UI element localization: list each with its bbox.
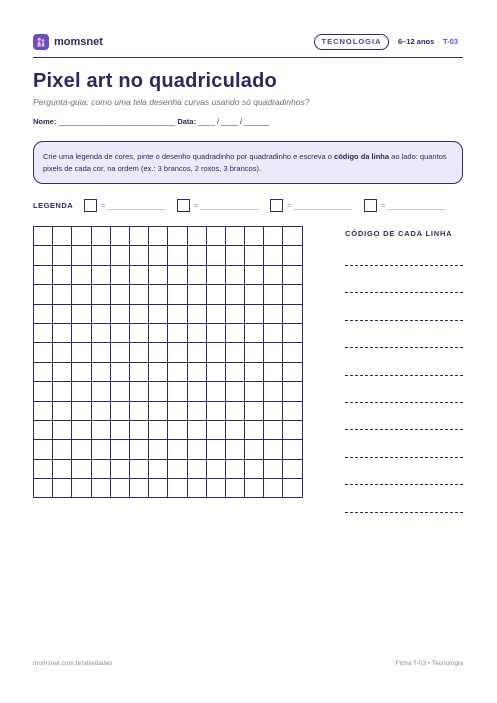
grid-cell[interactable]	[149, 401, 168, 420]
grid-cell[interactable]	[187, 265, 206, 284]
grid-cell[interactable]	[129, 285, 148, 304]
grid-cell[interactable]	[110, 343, 129, 362]
grid-cell[interactable]	[245, 343, 264, 362]
grid-cell[interactable]	[91, 459, 110, 478]
grid-cell[interactable]	[206, 227, 225, 246]
grid-cell[interactable]	[206, 304, 225, 323]
grid-cell[interactable]	[168, 304, 187, 323]
grid-cell[interactable]	[225, 401, 244, 420]
grid-row	[34, 362, 303, 381]
grid-cell[interactable]	[72, 382, 91, 401]
grid-cell[interactable]	[72, 479, 91, 498]
line-code-answer[interactable]	[345, 402, 463, 403]
grid-cell[interactable]	[225, 382, 244, 401]
date-blank[interactable]: ____ / ____ / ______	[198, 117, 270, 126]
grid-cell[interactable]	[110, 440, 129, 459]
grid-cell[interactable]	[264, 459, 283, 478]
grid-cell[interactable]	[283, 323, 302, 342]
grid-cell[interactable]	[245, 420, 264, 439]
grid-cell[interactable]	[283, 459, 302, 478]
grid-cell[interactable]	[283, 440, 302, 459]
grid-cell[interactable]	[168, 459, 187, 478]
grid-cell[interactable]	[129, 304, 148, 323]
grid-cell[interactable]	[91, 440, 110, 459]
grid-cell[interactable]	[53, 459, 72, 478]
grid-cell[interactable]	[283, 304, 302, 323]
grid-cell[interactable]	[245, 440, 264, 459]
grid-cell[interactable]	[149, 343, 168, 362]
grid-row	[34, 440, 303, 459]
legend-swatch-2[interactable]	[177, 199, 190, 212]
grid-cell[interactable]	[168, 343, 187, 362]
grid-cell[interactable]	[168, 440, 187, 459]
grid-cell[interactable]	[72, 401, 91, 420]
grid-cell[interactable]	[72, 304, 91, 323]
grid-cell[interactable]	[245, 479, 264, 498]
grid-cell[interactable]	[72, 459, 91, 478]
grid-cell[interactable]	[129, 401, 148, 420]
grid-cell[interactable]	[34, 459, 53, 478]
grid-cell[interactable]	[91, 227, 110, 246]
grid-cell[interactable]	[206, 265, 225, 284]
grid-cell[interactable]	[245, 362, 264, 381]
grid-cell[interactable]	[206, 343, 225, 362]
grid-cell[interactable]	[225, 246, 244, 265]
legend-entry-2[interactable]: = ______________	[194, 201, 259, 210]
grid-cell[interactable]	[34, 227, 53, 246]
grid-cell[interactable]	[53, 420, 72, 439]
grid-cell[interactable]	[53, 362, 72, 381]
grid-cell[interactable]	[129, 343, 148, 362]
grid-cell[interactable]	[110, 323, 129, 342]
line-code-answer[interactable]	[345, 457, 463, 458]
grid-row	[34, 227, 303, 246]
age-range: 6–12 anos	[398, 37, 435, 46]
grid-cell[interactable]	[72, 227, 91, 246]
grid-cell[interactable]	[168, 382, 187, 401]
grid-cell[interactable]	[187, 440, 206, 459]
grid-cell[interactable]	[34, 285, 53, 304]
grid-cell[interactable]	[168, 265, 187, 284]
grid-cell[interactable]	[245, 227, 264, 246]
grid-cell[interactable]	[34, 246, 53, 265]
grid-cell[interactable]	[110, 246, 129, 265]
grid-cell[interactable]	[264, 246, 283, 265]
grid-cell[interactable]	[34, 323, 53, 342]
header-divider	[33, 57, 463, 58]
grid-cell[interactable]	[206, 323, 225, 342]
legend-swatch-3[interactable]	[270, 199, 283, 212]
grid-cell[interactable]	[283, 479, 302, 498]
instructions-text-2: ao lado: quantos pixels de cada cor, na ordem (ex.: 3 brancos, 2 roxos, 3 brancos).	[43, 152, 447, 173]
grid-cell[interactable]	[149, 323, 168, 342]
grid-cell[interactable]	[34, 401, 53, 420]
name-blank[interactable]: ____________________________	[58, 117, 176, 126]
grid-cell[interactable]	[91, 343, 110, 362]
grid-cell[interactable]	[91, 265, 110, 284]
grid-cell[interactable]	[110, 362, 129, 381]
name-date-row	[33, 117, 269, 127]
grid-cell[interactable]	[187, 401, 206, 420]
grid-cell[interactable]	[264, 323, 283, 342]
grid-cell[interactable]	[72, 265, 91, 284]
grid-cell[interactable]	[129, 420, 148, 439]
grid-cell[interactable]	[283, 401, 302, 420]
grid-cell[interactable]	[91, 285, 110, 304]
sheet-code: T-03	[443, 37, 459, 46]
line-code-answer[interactable]	[345, 375, 463, 376]
grid-cell[interactable]	[72, 246, 91, 265]
grid-cell[interactable]	[206, 459, 225, 478]
grid-cell[interactable]	[34, 479, 53, 498]
grid-cell[interactable]	[283, 420, 302, 439]
line-code-answer[interactable]	[345, 265, 463, 266]
grid-row	[34, 265, 303, 284]
legend-swatch-1[interactable]	[84, 199, 97, 212]
grid-cell[interactable]	[53, 440, 72, 459]
brand-name: momsnet	[54, 36, 103, 48]
grid-cell[interactable]	[72, 343, 91, 362]
grid-cell[interactable]	[110, 401, 129, 420]
grid-cell[interactable]	[168, 323, 187, 342]
grid-row	[34, 304, 303, 323]
grid-cell[interactable]	[129, 246, 148, 265]
grid-cell[interactable]	[283, 343, 302, 362]
grid-cell[interactable]	[72, 440, 91, 459]
grid-cell[interactable]	[53, 227, 72, 246]
grid-cell[interactable]	[264, 479, 283, 498]
grid-row	[34, 459, 303, 478]
grid-cell[interactable]	[129, 323, 148, 342]
grid-cell[interactable]	[225, 459, 244, 478]
grid-cell[interactable]	[149, 459, 168, 478]
instructions-box	[33, 141, 463, 184]
grid-cell[interactable]	[264, 304, 283, 323]
grid-cell[interactable]	[34, 440, 53, 459]
grid-cell[interactable]	[264, 227, 283, 246]
grid-cell[interactable]	[225, 285, 244, 304]
legend-label: LEGENDA	[33, 201, 74, 210]
grid-cell[interactable]	[34, 343, 53, 362]
grid-row	[34, 401, 303, 420]
line-code-answer[interactable]	[345, 484, 463, 485]
grid-cell[interactable]	[53, 265, 72, 284]
grid-cell[interactable]	[110, 285, 129, 304]
grid-cell[interactable]	[187, 362, 206, 381]
grid-cell[interactable]	[245, 265, 264, 284]
grid-cell[interactable]	[149, 420, 168, 439]
grid-cell[interactable]	[187, 420, 206, 439]
line-code-answer[interactable]	[345, 347, 463, 348]
grid-cell[interactable]	[53, 382, 72, 401]
grid-cell[interactable]	[283, 382, 302, 401]
grid-cell[interactable]	[245, 285, 264, 304]
grid-cell[interactable]	[110, 265, 129, 284]
grid-cell[interactable]	[53, 304, 72, 323]
line-code-answer[interactable]	[345, 320, 463, 321]
grid-cell[interactable]	[206, 246, 225, 265]
grid-cell[interactable]	[225, 323, 244, 342]
grid-cell[interactable]	[72, 323, 91, 342]
grid-cell[interactable]	[149, 382, 168, 401]
guiding-question: Pergunta-guia: como uma tela desenha curvas usando só quadradinhos?	[33, 97, 310, 107]
grid-cell[interactable]	[245, 459, 264, 478]
grid-cell[interactable]	[264, 382, 283, 401]
grid-cell[interactable]	[149, 362, 168, 381]
grid-cell[interactable]	[168, 362, 187, 381]
grid-cell[interactable]	[225, 304, 244, 323]
grid-cell[interactable]	[264, 265, 283, 284]
grid-cell[interactable]	[149, 479, 168, 498]
grid-cell[interactable]	[129, 382, 148, 401]
grid-cell[interactable]	[206, 401, 225, 420]
grid-cell[interactable]	[264, 285, 283, 304]
grid-cell[interactable]	[72, 362, 91, 381]
grid-cell[interactable]	[149, 285, 168, 304]
line-code-answer[interactable]	[345, 292, 463, 293]
grid-cell[interactable]	[34, 382, 53, 401]
grid-cell[interactable]	[149, 304, 168, 323]
instructions-bold: código da linha	[334, 152, 390, 161]
grid-cell[interactable]	[149, 246, 168, 265]
grid-cell[interactable]	[187, 479, 206, 498]
grid-cell[interactable]	[245, 304, 264, 323]
instructions-text-1: Crie uma legenda de cores, pinte o desenho quadradinho por quadradinho e escreva o	[43, 152, 335, 161]
grid-cell[interactable]	[264, 343, 283, 362]
grid-cell[interactable]	[225, 265, 244, 284]
grid-cell[interactable]	[206, 382, 225, 401]
grid-cell[interactable]	[91, 304, 110, 323]
grid-cell[interactable]	[129, 440, 148, 459]
name-label: Nome:	[33, 117, 57, 126]
grid-cell[interactable]	[129, 265, 148, 284]
date-label: Data:	[177, 117, 197, 126]
grid-row	[34, 323, 303, 342]
page-title: Pixel art no quadriculado	[33, 70, 277, 92]
line-code-answer[interactable]	[345, 429, 463, 430]
grid-cell[interactable]	[187, 323, 206, 342]
footer-sheet-info: Ficha T-03 • Tecnologia	[395, 660, 463, 667]
grid-row	[34, 479, 303, 498]
grid-cell[interactable]	[283, 362, 302, 381]
grid-cell[interactable]	[110, 227, 129, 246]
legend-entry-4[interactable]: = ______________	[381, 201, 446, 210]
grid-row	[34, 246, 303, 265]
grid-cell[interactable]	[168, 285, 187, 304]
grid-cell[interactable]	[283, 246, 302, 265]
grid-cell[interactable]	[187, 459, 206, 478]
grid-cell[interactable]	[149, 227, 168, 246]
grid-cell[interactable]	[245, 401, 264, 420]
grid-cell[interactable]	[245, 323, 264, 342]
grid-cell[interactable]	[264, 401, 283, 420]
grid-cell[interactable]	[129, 362, 148, 381]
grid-cell[interactable]	[245, 246, 264, 265]
grid-cell[interactable]	[34, 265, 53, 284]
grid-cell[interactable]	[110, 459, 129, 478]
grid-cell[interactable]	[206, 285, 225, 304]
grid-cell[interactable]	[187, 304, 206, 323]
grid-cell[interactable]	[206, 362, 225, 381]
grid-cell[interactable]	[110, 479, 129, 498]
grid-cell[interactable]	[129, 479, 148, 498]
grid-cell[interactable]	[53, 479, 72, 498]
grid-cell[interactable]	[206, 420, 225, 439]
grid-cell[interactable]	[206, 479, 225, 498]
grid-cell[interactable]	[34, 304, 53, 323]
grid-cell[interactable]	[225, 479, 244, 498]
grid-cell[interactable]	[283, 285, 302, 304]
grid-cell[interactable]	[110, 420, 129, 439]
grid-cell[interactable]	[225, 362, 244, 381]
grid-cell[interactable]	[72, 285, 91, 304]
grid-cell[interactable]	[53, 285, 72, 304]
grid-cell[interactable]	[264, 440, 283, 459]
legend-entry-1[interactable]: = ______________	[101, 201, 166, 210]
legend-entry-3[interactable]: = ______________	[287, 201, 352, 210]
grid-cell[interactable]	[53, 323, 72, 342]
grid-cell[interactable]	[225, 440, 244, 459]
grid-cell[interactable]	[187, 343, 206, 362]
grid-row	[34, 382, 303, 401]
grid-cell[interactable]	[91, 382, 110, 401]
grid-cell[interactable]	[91, 246, 110, 265]
grid-cell[interactable]	[264, 420, 283, 439]
grid-cell[interactable]	[129, 459, 148, 478]
grid-cell[interactable]	[34, 420, 53, 439]
grid-cell[interactable]	[72, 420, 91, 439]
line-code-title: CÓDIGO DE CADA LINHA	[345, 229, 453, 238]
grid-cell[interactable]	[53, 343, 72, 362]
grid-cell[interactable]	[168, 227, 187, 246]
brand-logo-icon	[33, 34, 49, 50]
grid-cell[interactable]	[168, 420, 187, 439]
grid-cell[interactable]	[283, 227, 302, 246]
grid-cell[interactable]	[53, 401, 72, 420]
grid-cell[interactable]	[168, 479, 187, 498]
grid-cell[interactable]	[187, 246, 206, 265]
legend-swatch-4[interactable]	[364, 199, 377, 212]
grid-cell[interactable]	[110, 382, 129, 401]
grid-cell[interactable]	[206, 440, 225, 459]
grid-cell[interactable]	[225, 420, 244, 439]
grid-cell[interactable]	[187, 285, 206, 304]
grid-row	[34, 420, 303, 439]
grid-cell[interactable]	[264, 362, 283, 381]
grid-cell[interactable]	[34, 362, 53, 381]
category-badge: TECNOLOGIA	[314, 34, 389, 50]
grid-cell[interactable]	[168, 401, 187, 420]
grid-cell[interactable]	[283, 265, 302, 284]
grid-cell[interactable]	[149, 440, 168, 459]
grid-cell[interactable]	[110, 304, 129, 323]
grid-cell[interactable]	[245, 382, 264, 401]
pixel-grid	[33, 226, 303, 498]
grid-cell[interactable]	[91, 420, 110, 439]
grid-cell[interactable]	[129, 227, 148, 246]
grid-cell[interactable]	[225, 227, 244, 246]
grid-cell[interactable]	[91, 401, 110, 420]
grid-cell[interactable]	[91, 479, 110, 498]
line-code-answer[interactable]	[345, 512, 463, 513]
grid-cell[interactable]	[91, 362, 110, 381]
grid-cell[interactable]	[53, 246, 72, 265]
grid-cell[interactable]	[187, 382, 206, 401]
grid-cell[interactable]	[149, 265, 168, 284]
grid-cell[interactable]	[187, 227, 206, 246]
footer-url: momsnet.com.br/atividades	[33, 660, 113, 667]
grid-row	[34, 343, 303, 362]
grid-cell[interactable]	[168, 246, 187, 265]
grid-row	[34, 285, 303, 304]
grid-cell[interactable]	[225, 343, 244, 362]
grid-cell[interactable]	[91, 323, 110, 342]
